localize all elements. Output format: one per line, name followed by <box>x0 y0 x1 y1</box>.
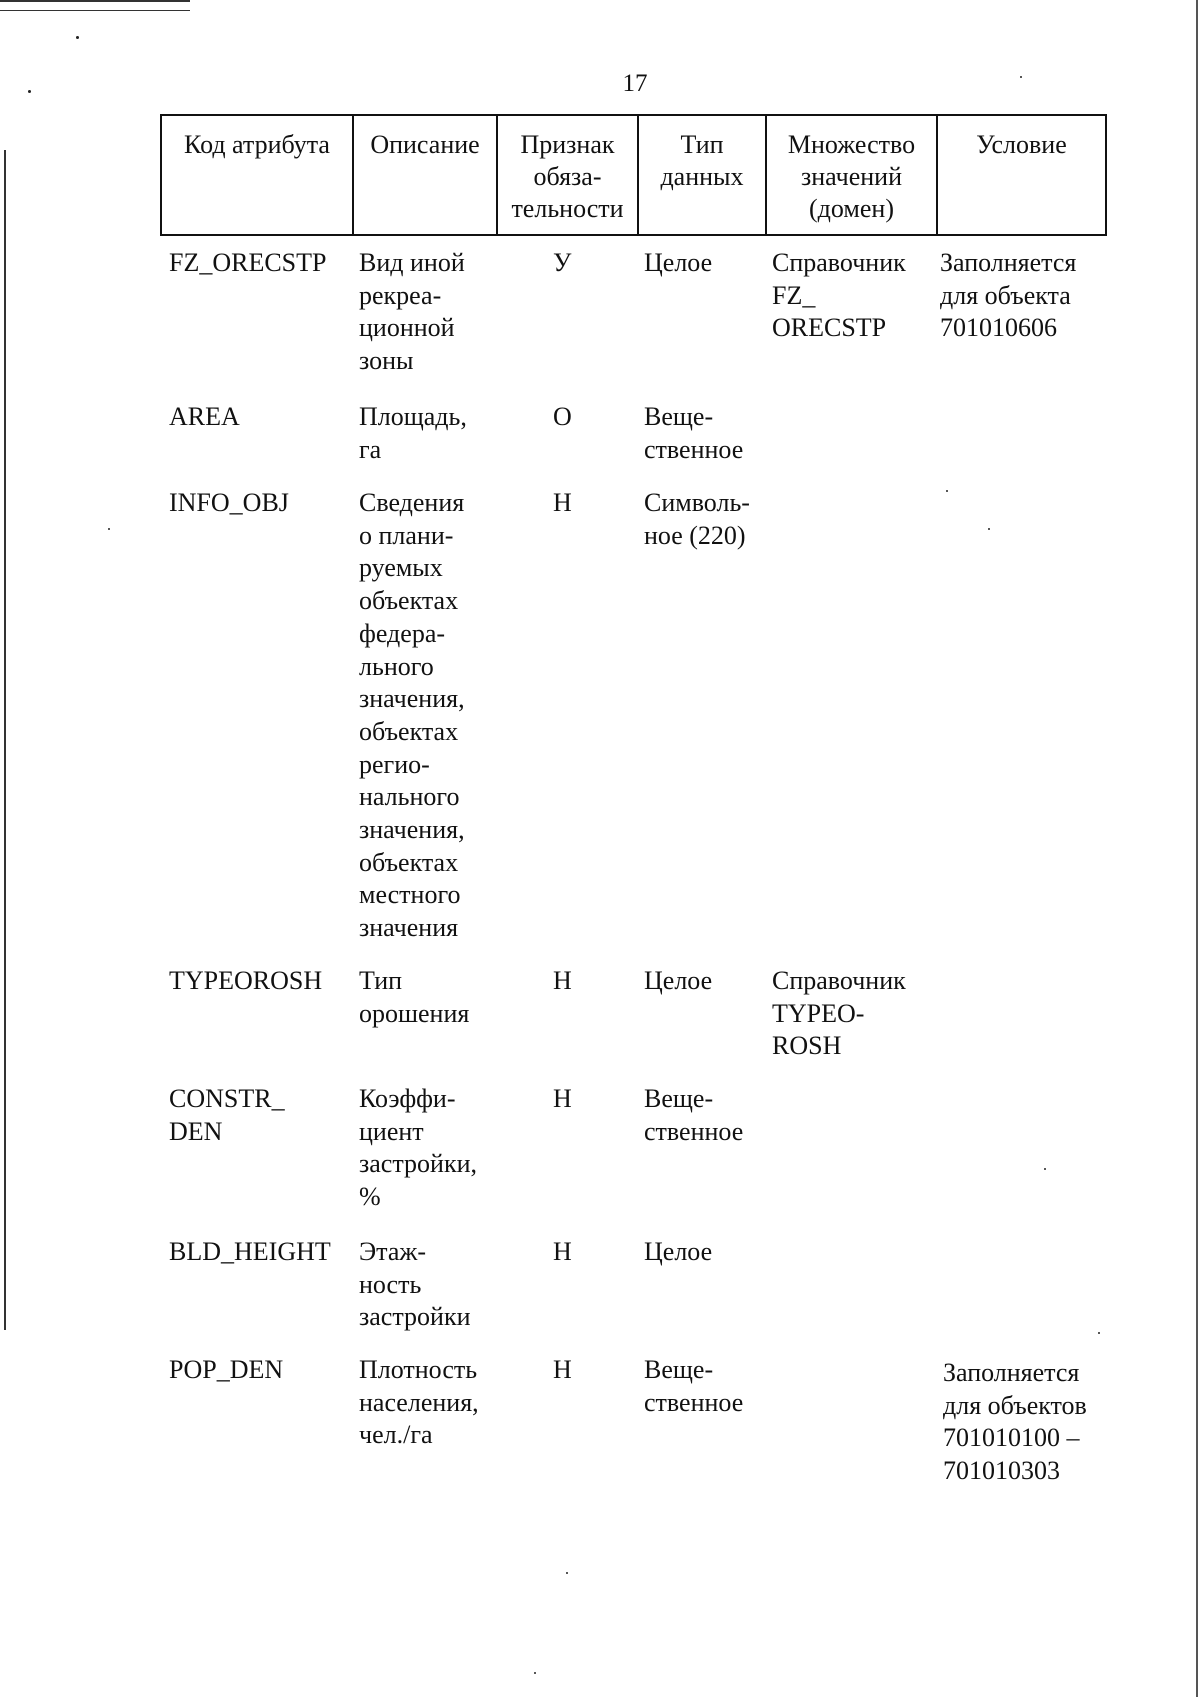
header-attribute-code: Код атрибута <box>162 116 354 234</box>
data-type: Целое <box>644 966 713 995</box>
attribute-code: FZ_ORECSTP <box>169 248 327 277</box>
attribute-description: Плотность населения, чел./га <box>359 1355 479 1450</box>
scan-speck <box>108 528 110 530</box>
scan-speck <box>76 36 79 39</box>
header-mandatory: Признак обяза- тельности <box>498 116 639 234</box>
attribute-code: TYPEOROSH <box>169 966 323 995</box>
data-type: Веще- ственное <box>644 1355 744 1417</box>
page-number: 17 <box>622 70 648 97</box>
data-type: Веще- ственное <box>644 1084 744 1146</box>
data-type: Символь- ное (220) <box>644 488 750 550</box>
attribute-code: BLD_HEIGHT <box>169 1237 331 1266</box>
mandatory-flag: Н <box>553 966 572 995</box>
header-data-type: Тип данных <box>639 116 767 234</box>
mandatory-flag: У <box>553 248 572 277</box>
scan-edge-line <box>0 0 190 2</box>
mandatory-flag: Н <box>553 1355 572 1384</box>
scan-speck <box>566 1572 568 1574</box>
mandatory-flag: Н <box>553 1237 572 1266</box>
scan-speck <box>1044 1168 1046 1170</box>
value-domain: Справочник FZ_ ORECSTP <box>772 248 906 343</box>
attribute-code: INFO_OBJ <box>169 488 289 517</box>
data-type: Целое <box>644 1237 713 1266</box>
data-type: Целое <box>644 248 713 277</box>
header-description: Описание <box>354 116 498 234</box>
scan-edge-line <box>0 10 190 11</box>
fill-condition: Заполняется для объекта 701010606 <box>940 248 1077 343</box>
scan-speck <box>534 1672 536 1674</box>
attribute-description: Тип орошения <box>359 966 470 1028</box>
scan-speck <box>946 490 948 492</box>
attribute-code: CONSTR_ DEN <box>169 1084 285 1146</box>
header-domain: Множество значений (домен) <box>767 116 938 234</box>
scan-speck <box>1098 1332 1100 1334</box>
mandatory-flag: О <box>553 402 572 431</box>
scan-margin-line <box>4 150 6 1330</box>
attribute-description: Этаж- ность застройки <box>359 1237 471 1332</box>
scan-speck <box>988 528 990 530</box>
header-condition: Условие <box>976 130 1067 159</box>
attribute-code: AREA <box>169 402 240 431</box>
attribute-description: Коэффи- циент застройки, % <box>359 1084 477 1212</box>
mandatory-flag: Н <box>553 488 572 517</box>
table-header <box>160 114 1107 236</box>
scan-margin-line <box>1196 0 1198 1697</box>
attribute-description: Вид иной рекреа- ционной зоны <box>359 248 465 376</box>
fill-condition: Заполняется для объектов 701010100 – 701010303 <box>943 1358 1087 1486</box>
attribute-code: POP_DEN <box>169 1355 284 1384</box>
mandatory-flag: Н <box>553 1084 572 1113</box>
value-domain: Справочник TYPEO- ROSH <box>772 966 906 1061</box>
attribute-description: Сведения о плани- руемых объектах федера- льного значения, объектах регио- нального значения, объектах местного значения <box>359 488 465 943</box>
data-type: Веще- ственное <box>644 402 744 464</box>
attribute-description: Площадь, га <box>359 402 467 464</box>
